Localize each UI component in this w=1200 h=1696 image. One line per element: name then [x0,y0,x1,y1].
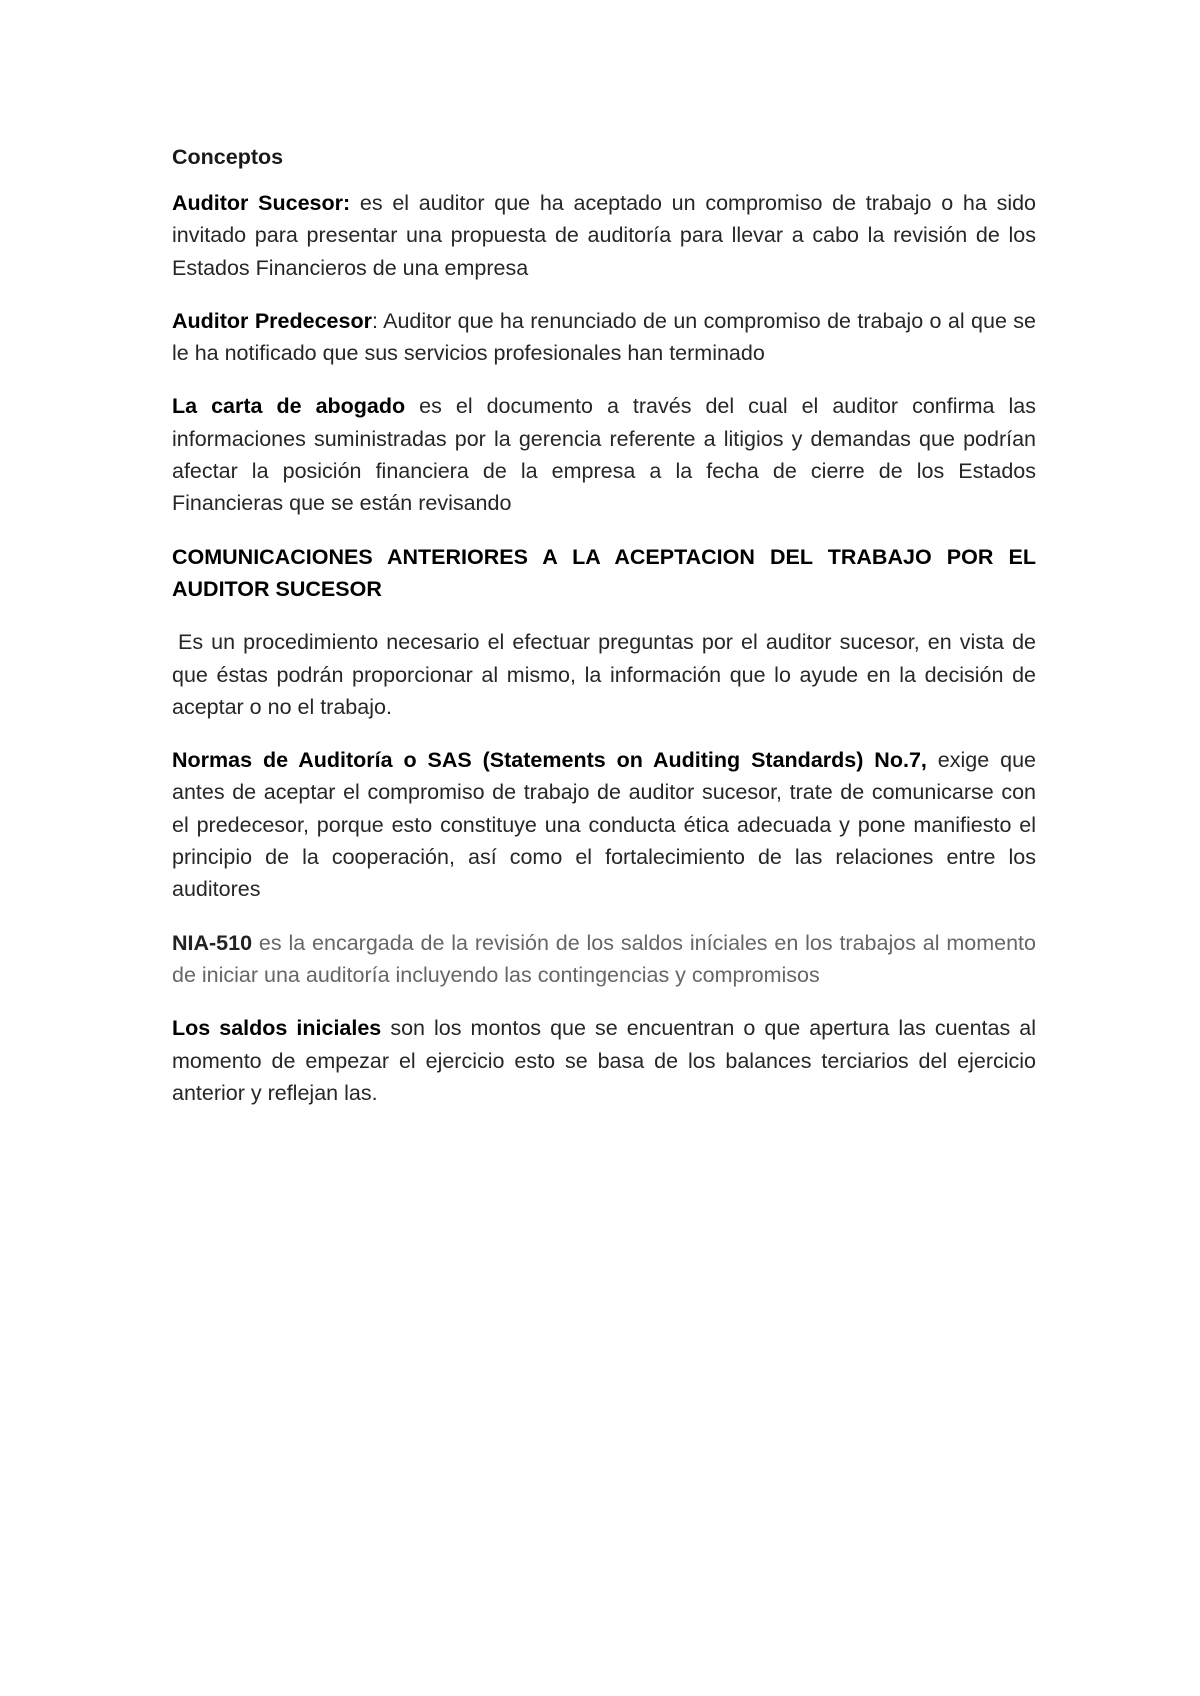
definition-carta-abogado: es el documento a través del cual el auditor confirma las informaciones suministradas por la gerencia referente a litigios y demandas que podrían afectar la posición financiera de la empresa a la fecha de cierre de los Estados Financieras que se están revisando [172,394,1036,516]
definition-normas-auditoria: exige que antes de aceptar el compromiso de trabajo de auditor sucesor, trate de comunicarse con el predecesor, porque esto constituye una conducta ética adecuada y pone manifiesto el principio de la cooperación, así como el fortalecimiento de las relaciones entre los auditores [172,748,1036,902]
procedimiento-text: Es un procedimiento necesario el efectuar preguntas por el auditor sucesor, en vista de que éstas podrán proporcionar al mismo, la información que lo ayude en la decisión de aceptar o no el trabajo. [172,630,1036,719]
paragraph-nia-510 [172,927,1036,992]
definition-auditor-predecesor: : Auditor que ha renunciado de un compromiso de trabajo o al que se le ha notificado que sus servicios profesionales han terminado [172,308,1036,366]
term-nia-510: NIA-510 [172,930,253,955]
document-page [172,141,1036,1130]
term-auditor-predecesor: Auditor Predecesor [172,308,372,333]
paragraph-auditor-predecesor [172,305,1036,370]
term-normas-auditoria: Normas de Auditoría o SAS (Statements on Auditing Standards) No.7, [172,748,927,773]
paragraph-procedimiento [172,626,1036,723]
paragraph-carta-abogado [172,390,1036,519]
paragraph-auditor-sucesor [172,187,1036,284]
paragraph-saldos-iniciales [172,1012,1036,1109]
definition-nia-510: es la encargada de la revisión de los saldos iníciales en los trabajos al momento de iniciar una auditoría incluyendo las contingencias y compromisos [172,930,1036,987]
term-saldos-iniciales: Los saldos iniciales [172,1016,382,1041]
term-carta-abogado: La carta de abogado [172,394,406,419]
section-title-comunicaciones: COMUNICACIONES ANTERIORES A LA ACEPTACION DEL TRABAJO POR EL AUDITOR SUCESOR [172,544,1036,601]
definition-saldos-iniciales: son los montos que se encuentran o que apertura las cuentas al momento de empezar el ejercicio esto se basa de los balances terciarios del ejercicio anterior y reflejan las. [172,1016,1036,1105]
term-auditor-sucesor: Auditor Sucesor: [172,191,351,215]
definition-auditor-sucesor: es el auditor que ha aceptado un compromiso de trabajo o ha sido invitado para presentar una propuesta de auditoría para llevar a cabo la revisión de los Estados Financieros de una empresa [172,191,1037,280]
paragraph-normas-auditoria [172,744,1036,905]
document-heading: Conceptos [172,145,284,169]
